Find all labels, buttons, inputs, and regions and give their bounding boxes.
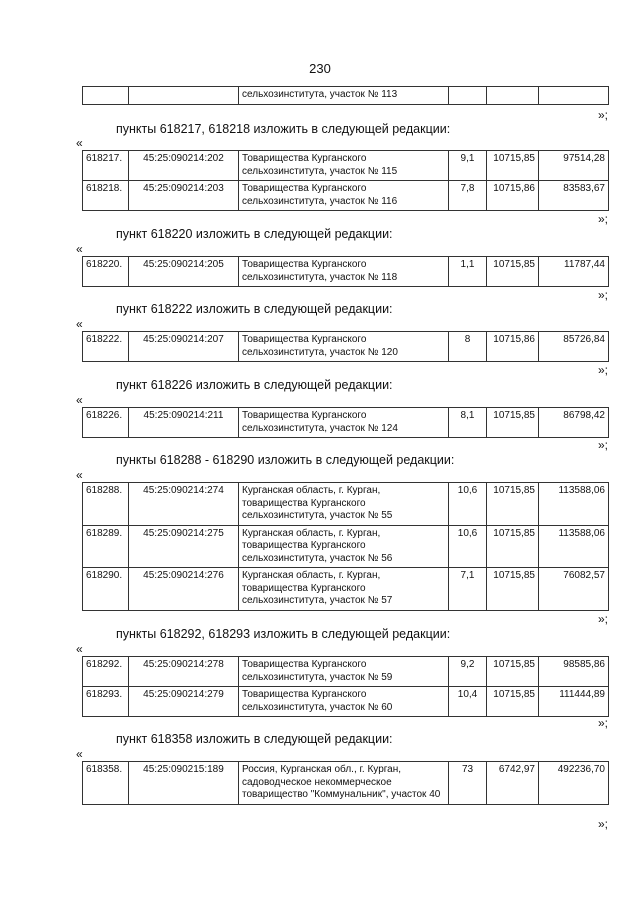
closing-quote: »; bbox=[598, 817, 609, 831]
cell-cadastral: 45:25:090214:274 bbox=[129, 483, 239, 526]
opening-quote: « bbox=[76, 468, 83, 482]
closing-quote: »; bbox=[598, 438, 609, 452]
opening-quote: « bbox=[76, 242, 83, 256]
cell-num: 618290. bbox=[83, 568, 129, 611]
table-row bbox=[83, 87, 609, 105]
cell-rate: 10715,85 bbox=[487, 151, 539, 181]
cell-area: 10,4 bbox=[449, 687, 487, 717]
cell-address: Товарищества Курганского сельхозинститута, участок № 60 bbox=[239, 687, 449, 717]
cell-area: 8,1 bbox=[449, 408, 487, 438]
section-heading: пункты 618217, 618218 изложить в следующей редакции: bbox=[116, 122, 451, 136]
cell-cadastral: 45:25:090214:211 bbox=[129, 408, 239, 438]
cell-cadastral: 45:25:090214:275 bbox=[129, 525, 239, 568]
cell-cadastral: 45:25:090214:278 bbox=[129, 657, 239, 687]
cell-num: 618289. bbox=[83, 525, 129, 568]
cell-address: Товарищества Курганского сельхозинститута, участок № 120 bbox=[239, 332, 449, 362]
opening-quote: « bbox=[76, 747, 83, 761]
table-row bbox=[83, 257, 609, 287]
section-heading: пункт 618220 изложить в следующей редакции: bbox=[116, 227, 393, 241]
cell-address: Товарищества Курганского сельхозинститута, участок № 115 bbox=[239, 151, 449, 181]
cell-address: Курганская область, г. Курган, товарищества Курганского сельхозинститута, участок № 57 bbox=[239, 568, 449, 611]
cell-num: 618358. bbox=[83, 762, 129, 805]
cell-num: 618218. bbox=[83, 181, 129, 211]
cell-area: 7,1 bbox=[449, 568, 487, 611]
cell-area: 8 bbox=[449, 332, 487, 362]
closing-quote: »; bbox=[598, 288, 609, 302]
closing-quote: »; bbox=[598, 612, 609, 626]
closing-quote: »; bbox=[598, 363, 609, 377]
table-row bbox=[83, 483, 609, 526]
section-heading: пункт 618226 изложить в следующей редакции: bbox=[116, 378, 393, 392]
cell-rate bbox=[487, 87, 539, 105]
cell-cadastral: 45:25:090214:202 bbox=[129, 151, 239, 181]
cell-area: 9,1 bbox=[449, 151, 487, 181]
cell-value: 111444,89 bbox=[539, 687, 609, 717]
table-row bbox=[83, 657, 609, 687]
cell-value: 11787,44 bbox=[539, 257, 609, 287]
cell-address: Курганская область, г. Курган, товарищества Курганского сельхозинститута, участок № 55 bbox=[239, 483, 449, 526]
opening-quote: « bbox=[76, 136, 83, 150]
cell-num: 618220. bbox=[83, 257, 129, 287]
cell-area: 9,2 bbox=[449, 657, 487, 687]
cell-num: 618288. bbox=[83, 483, 129, 526]
cell-rate: 10715,85 bbox=[487, 408, 539, 438]
cell-cadastral: 45:25:090214:279 bbox=[129, 687, 239, 717]
cell-area: 10,6 bbox=[449, 483, 487, 526]
cell-value: 113588,06 bbox=[539, 525, 609, 568]
data-table bbox=[82, 761, 609, 805]
opening-quote: « bbox=[76, 393, 83, 407]
section-heading: пункты 618292, 618293 изложить в следующей редакции: bbox=[116, 627, 451, 641]
table-fragment-top bbox=[82, 86, 609, 105]
data-table bbox=[82, 482, 609, 611]
cell-cadastral: 45:25:090214:205 bbox=[129, 257, 239, 287]
table-row bbox=[83, 687, 609, 717]
cell-area: 1,1 bbox=[449, 257, 487, 287]
data-table bbox=[82, 150, 609, 211]
cell-address: Товарищества Курганского сельхозинститута, участок № 116 bbox=[239, 181, 449, 211]
cell-rate: 10715,85 bbox=[487, 657, 539, 687]
cell-area bbox=[449, 87, 487, 105]
section-heading: пункты 618288 - 618290 изложить в следующей редакции: bbox=[116, 453, 455, 467]
table-row bbox=[83, 568, 609, 611]
cell-num: 618226. bbox=[83, 408, 129, 438]
cell-address: Товарищества Курганского сельхозинститута, участок № 118 bbox=[239, 257, 449, 287]
cell-area: 10,6 bbox=[449, 525, 487, 568]
cell-area: 7,8 bbox=[449, 181, 487, 211]
cell-cadastral: 45:25:090215:189 bbox=[129, 762, 239, 805]
cell-value: 83583,67 bbox=[539, 181, 609, 211]
cell-value: 76082,57 bbox=[539, 568, 609, 611]
cell-value: 97514,28 bbox=[539, 151, 609, 181]
cell-rate: 10715,86 bbox=[487, 332, 539, 362]
cell-rate: 10715,85 bbox=[487, 257, 539, 287]
page-number: 230 bbox=[309, 61, 331, 76]
cell-rate: 10715,85 bbox=[487, 687, 539, 717]
cell-rate: 10715,86 bbox=[487, 181, 539, 211]
cell-address: Россия, Курганская обл., г. Курган, садоводческое некоммерческое товарищество "Коммунальник", участок 40 bbox=[239, 762, 449, 805]
data-table bbox=[82, 656, 609, 717]
cell-cadastral: 45:25:090214:276 bbox=[129, 568, 239, 611]
cell-value: 86798,42 bbox=[539, 408, 609, 438]
cell-rate: 10715,85 bbox=[487, 568, 539, 611]
cell-rate: 10715,85 bbox=[487, 525, 539, 568]
cell-cadastral bbox=[129, 87, 239, 105]
cell-num: 618292. bbox=[83, 657, 129, 687]
table-row bbox=[83, 332, 609, 362]
cell-num: 618293. bbox=[83, 687, 129, 717]
data-table bbox=[82, 407, 609, 438]
cell-address: Курганская область, г. Курган, товарищества Курганского сельхозинститута, участок № 56 bbox=[239, 525, 449, 568]
closing-quote: »; bbox=[598, 212, 609, 226]
opening-quote: « bbox=[76, 317, 83, 331]
table-row bbox=[83, 408, 609, 438]
table-row bbox=[83, 181, 609, 211]
section-heading: пункт 618222 изложить в следующей редакции: bbox=[116, 302, 393, 316]
cell-address: Товарищества Курганского сельхозинститута, участок № 59 bbox=[239, 657, 449, 687]
cell-value: 113588,06 bbox=[539, 483, 609, 526]
cell-num: 618222. bbox=[83, 332, 129, 362]
cell-rate: 6742,97 bbox=[487, 762, 539, 805]
cell-address: сельхозинститута, участок № 113 bbox=[239, 87, 449, 105]
data-table bbox=[82, 331, 609, 362]
cell-area: 73 bbox=[449, 762, 487, 805]
section-heading: пункт 618358 изложить в следующей редакции: bbox=[116, 732, 393, 746]
closing-quote: »; bbox=[598, 716, 609, 730]
cell-num: 618217. bbox=[83, 151, 129, 181]
cell-cadastral: 45:25:090214:203 bbox=[129, 181, 239, 211]
cell-cadastral: 45:25:090214:207 bbox=[129, 332, 239, 362]
table-row bbox=[83, 151, 609, 181]
closing-quote: »; bbox=[598, 108, 609, 122]
cell-value: 492236,70 bbox=[539, 762, 609, 805]
cell-value: 98585,86 bbox=[539, 657, 609, 687]
table-row bbox=[83, 525, 609, 568]
cell-address: Товарищества Курганского сельхозинститута, участок № 124 bbox=[239, 408, 449, 438]
table-row bbox=[83, 762, 609, 805]
cell-rate: 10715,85 bbox=[487, 483, 539, 526]
cell-value bbox=[539, 87, 609, 105]
cell-num bbox=[83, 87, 129, 105]
data-table bbox=[82, 256, 609, 287]
cell-value: 85726,84 bbox=[539, 332, 609, 362]
opening-quote: « bbox=[76, 642, 83, 656]
